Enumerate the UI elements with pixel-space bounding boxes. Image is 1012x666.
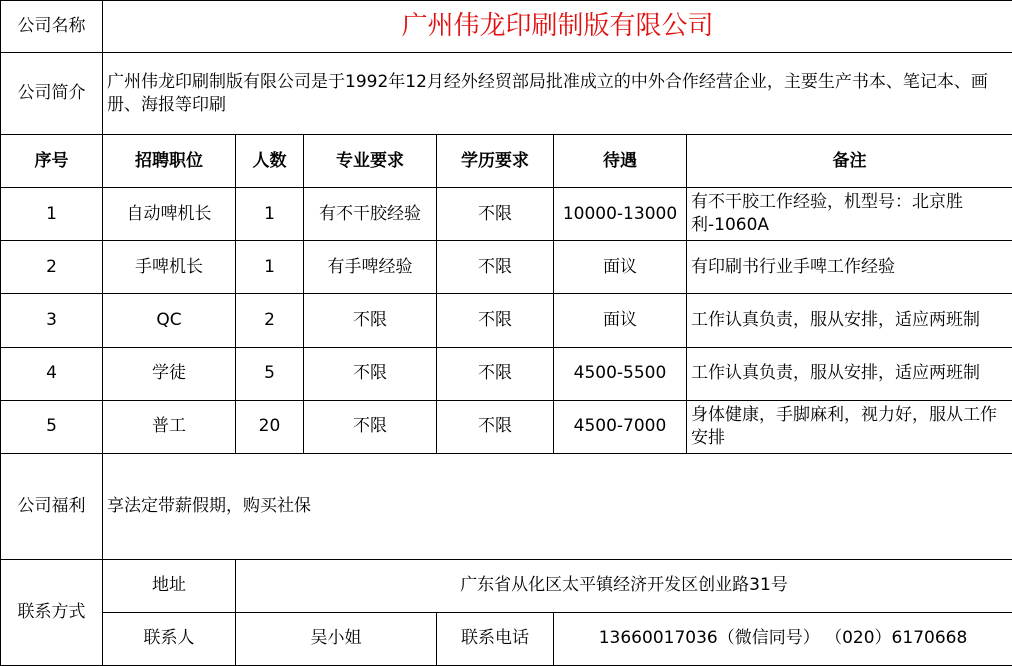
row-education: 不限 <box>437 241 554 294</box>
phone-label: 联系电话 <box>437 612 554 665</box>
row-count: 1 <box>236 188 304 241</box>
header-row <box>1 135 1012 188</box>
row-position: 普工 <box>103 400 236 453</box>
row-note: 身体健康，手脚麻利，视力好，服从工作安排 <box>687 400 1012 453</box>
row-pay: 面议 <box>554 294 687 347</box>
row-major: 不限 <box>304 400 437 453</box>
contact-person-label: 联系人 <box>103 612 236 665</box>
row-major: 不限 <box>304 294 437 347</box>
row-major: 有手啤经验 <box>304 241 437 294</box>
header-education: 学历要求 <box>437 135 554 188</box>
row-count: 20 <box>236 400 304 453</box>
row-pay: 10000-13000 <box>554 188 687 241</box>
row-education: 不限 <box>437 294 554 347</box>
welfare-label: 公司福利 <box>1 453 103 559</box>
company-name: 广州伟龙印刷制版有限公司 <box>103 1 1012 53</box>
row-education: 不限 <box>437 347 554 400</box>
row-position: 自动啤机长 <box>103 188 236 241</box>
row-major: 不限 <box>304 347 437 400</box>
row-no: 4 <box>1 347 103 400</box>
welfare-value: 享法定带薪假期，购买社保 <box>103 453 1012 559</box>
header-major: 专业要求 <box>304 135 437 188</box>
address-label: 地址 <box>103 559 236 612</box>
row-major: 有不干胶经验 <box>304 188 437 241</box>
row-note: 有印刷书行业手啤工作经验 <box>687 241 1012 294</box>
table-row <box>1 294 1012 347</box>
row-education: 不限 <box>437 188 554 241</box>
company-intro-label: 公司简介 <box>1 53 103 135</box>
contact-label: 联系方式 <box>1 559 103 665</box>
table-row <box>1 400 1012 453</box>
header-pay: 待遇 <box>554 135 687 188</box>
contact-person-value: 吴小姐 <box>236 612 437 665</box>
row-note: 有不干胶工作经验，机型号：北京胜利-1060A <box>687 188 1012 241</box>
row-note: 工作认真负责，服从安排，适应两班制 <box>687 294 1012 347</box>
row-position: 学徒 <box>103 347 236 400</box>
header-position: 招聘职位 <box>103 135 236 188</box>
address-value: 广东省从化区太平镇经济开发区创业路31号 <box>236 559 1012 612</box>
header-no: 序号 <box>1 135 103 188</box>
phone-value: 13660017036（微信同号） （020）6170668 <box>554 612 1012 665</box>
row-education: 不限 <box>437 400 554 453</box>
row-position: 手啤机长 <box>103 241 236 294</box>
row-no: 1 <box>1 188 103 241</box>
row-count: 1 <box>236 241 304 294</box>
header-count: 人数 <box>236 135 304 188</box>
row-pay: 4500-7000 <box>554 400 687 453</box>
table-row <box>1 347 1012 400</box>
row-pay: 4500-5500 <box>554 347 687 400</box>
row-pay: 面议 <box>554 241 687 294</box>
table-row <box>1 188 1012 241</box>
header-note: 备注 <box>687 135 1012 188</box>
row-note: 工作认真负责，服从安排，适应两班制 <box>687 347 1012 400</box>
row-no: 2 <box>1 241 103 294</box>
row-position: QC <box>103 294 236 347</box>
row-count: 5 <box>236 347 304 400</box>
row-no: 3 <box>1 294 103 347</box>
company-intro: 广州伟龙印刷制版有限公司是于1992年12月经外经贸部局批准成立的中外合作经营企业，主要生产书本、笔记本、画册、海报等印刷 <box>103 53 1012 135</box>
table-row <box>1 241 1012 294</box>
row-no: 5 <box>1 400 103 453</box>
company-name-label: 公司名称 <box>1 1 103 53</box>
row-count: 2 <box>236 294 304 347</box>
